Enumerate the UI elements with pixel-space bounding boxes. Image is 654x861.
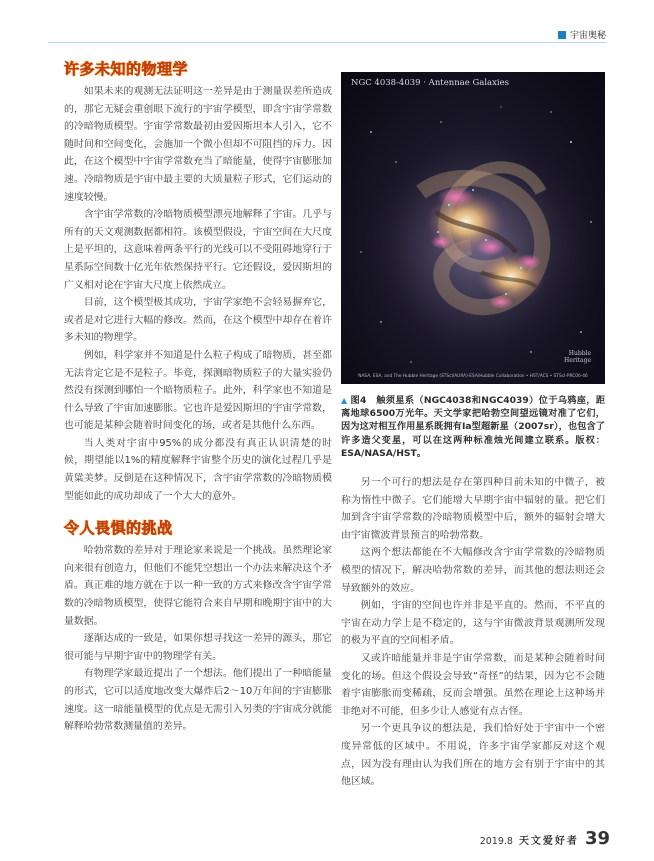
- paragraph: 有物理学家最近提出了一个想法。他们提出了一种暗能量的形式，它可以适度地改变大爆炸后2～10万年间的宇宙膨胀速度。这一暗能量模型的优点是无需引入另类的宇宙成分就能解释哈勃常数测量值的差异。: [64, 668, 332, 733]
- paragraph: 例如，宇宙的空间也许并非是平直的。然而，不平直的宇宙在动力学上是不稳定的，这与宇宙微波背景观测所发现的极为平直的空间相矛盾。: [341, 600, 605, 647]
- heading-unknown-physics: 许多未知的物理学: [64, 60, 189, 78]
- page-number: 39: [584, 828, 610, 849]
- paragraph: 当人类对宇宙中95%的成分都没有真正认识清楚的时候，期望能以1%的精度解释宇宙整个历史的演化过程几乎是黄粱美梦。反倒是在这种情况下，含宇宙学常数的冷暗物质模型能如此的成功却成了一个大大的意外。: [64, 437, 332, 502]
- caption-text: 图4 触须星系（NGC4038和NGC4039）位于乌鸦座，距离地球6500万光年。天文学家把哈勃空间望远镜对准了它们，因为这对相互作用星系既拥有Ia型超新星（2007sr），也包含了许多造父变星，可以在这两种标准烛光间建立联系。版权：ESA/NASA/HST。: [341, 395, 606, 459]
- caption-triangle-icon: ▲: [341, 396, 348, 405]
- paragraph: 又或许暗能量并非是宇宙学常数，而是某种会随着时间变化的场。但这个假设会导致“奇怪”的结果，因为它不会随着宇宙膨胀而变稀疏，反而会增强。虽然在理论上这种场并非绝对不可能，但多少让人感觉有点古怪。: [341, 652, 605, 717]
- issue-date: 2019.8: [479, 836, 513, 847]
- section-label: 宇宙奥秘: [569, 31, 606, 41]
- right-text-block: [341, 474, 605, 791]
- paragraph: 哈勃常数的差异对于理论家来说是一个挑战。虽然理论家向来很有创造力，但他们不能凭空想出一个办法来解决这个矛盾。真正难的地方就在于以一种一致的方式来修改含宇宙学常数的冷暗物质模型，使得它能符合来自早期和晚期宇宙中的大量数据。: [64, 545, 332, 627]
- section-square-icon: [558, 31, 566, 39]
- left-column: [64, 58, 332, 736]
- logo-line: Heritage: [564, 357, 591, 364]
- right-column: [341, 72, 605, 791]
- header-divider: [48, 42, 606, 43]
- paragraph: 例如，科学家并不知道是什么粒子构成了暗物质，甚至都无法肯定它是不是粒子。毕竟，探测暗物质粒子的大量实验仍然没有探测到哪怕一个暗物质粒子。此外，科学家也不知道是什么导致了宇宙加速膨胀。它也许是爱因斯坦的宇宙学常数，也可能是某种会随着时间变化的场，或者是其他什么东西。: [64, 349, 332, 432]
- page-footer: [480, 828, 610, 849]
- section-tag: [558, 28, 606, 41]
- logo-line: Hubble: [568, 350, 591, 357]
- figure-credit: NASA, ESA, and The Hubble Heritage (STScI/AURA)-ESA/Hubble Collaboration • HST/ACS • STScI-PRC06-46: [358, 374, 588, 379]
- figure-caption: [341, 394, 605, 460]
- galaxy-illustration: [341, 72, 605, 384]
- paragraph: 逐渐达成的一致是，如果你想寻找这一差异的源头，那它很可能与早期宇宙中的物理学有关。: [64, 633, 332, 662]
- paragraph: 这两个想法都能在不大幅修改含宇宙学常数的冷暗物质模型的情况下，解决哈勃常数的差异，而其他的想法则还会导致额外的效应。: [341, 547, 605, 594]
- paragraph: 含宇宙学常数的冷暗物质模型漂亮地解释了宇宙。几乎与所有的天文观测数据都相符。该模型假设，宇宙空间在大尺度上是平坦的，这意味着两条平行的光线可以不受阻碍地穿行于星系际空间数十亿光年依然保持平行。它还假设，爱因斯坦的广义相对论在宇宙大尺度上依然成立。: [64, 209, 332, 291]
- paragraph: 另一个可行的想法是存在第四种目前未知的中微子，被称为惰性中微子。它们能增大早期宇宙中辐射的量。把它们加到含宇宙学常数的冷暗物质模型中后，额外的辐射会增大由宇宙微波背景预言的哈勃常数。: [341, 477, 605, 541]
- paragraph: 目前，这个模型极其成功，宇宙学家绝不会轻易摒弃它，或者是对它进行大幅的修改。然而，在这个模型中却存在着许多未知的物理学。: [64, 297, 332, 344]
- paragraph: 另一个更具争议的想法是，我们恰好处于宇宙中一个密度异常低的区域中。不用说，许多宇宙学家都反对这个观点，因为没有理由认为我们所在的地方会有别于宇宙中的其他区域。: [341, 723, 605, 788]
- heading-daunting-challenge: 令人畏惧的挑战: [64, 519, 173, 538]
- paragraph: 如果未来的观测无法证明这一差异是由于测量误差所造成的，那它无疑会重创眼下流行的宇宙学模型，即含宇宙学常数的冷暗物质模型。宇宙学常数最初由爱因斯坦本人引入，它不随时间和空间变化，会施加一个微小但却不可阻挡的斥力。因此，在这个模型中宇宙学常数充当了暗能量，使得宇宙膨胀加速。冷暗物质是宇宙中最主要的大质量粒子形式，它们运动的速度较慢。: [64, 86, 332, 203]
- hubble-heritage-logo: [564, 350, 591, 364]
- magazine-name: 天文爱好者: [518, 836, 579, 847]
- antennae-galaxies-photo: [341, 72, 605, 384]
- figure-title: NGC 4038-4039 · Antennae Galaxies: [351, 78, 510, 88]
